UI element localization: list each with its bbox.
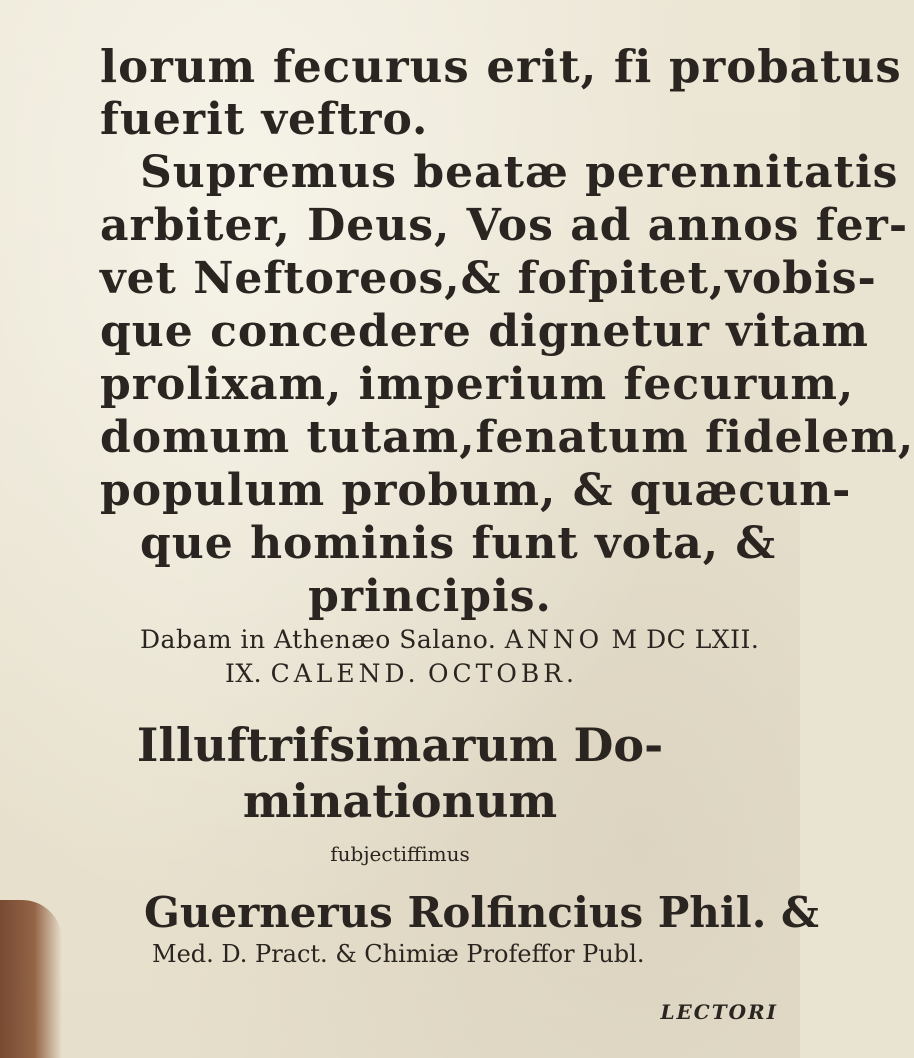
dateline-1	[100, 623, 790, 657]
closing-subject: fubjectiffimus	[330, 842, 470, 866]
dateline-month: OCTOBR.	[428, 659, 578, 688]
closing-line-2: minationum	[242, 774, 558, 828]
body-line-8: domum tutam,fenatum fidelem,	[100, 412, 914, 463]
paper-stain	[0, 900, 62, 1058]
closing-line-1: Illuftrifsimarum Do-	[136, 718, 664, 772]
dateline-calend: CALEND.	[270, 659, 420, 688]
author-name: Guernerus Rolfincius Phil. &	[144, 888, 819, 937]
body-line-10: que hominis funt vota, &	[140, 518, 777, 569]
body-line-11: principis.	[308, 571, 552, 622]
author-title: Med. D. Pract. & Chimiæ Profeffor Publ.	[152, 940, 645, 968]
dateline-2	[100, 657, 790, 691]
body-line-2: fuerit veftro.	[100, 94, 429, 145]
body-line-9: populum probum, & quæcun-	[100, 465, 852, 516]
catchword: LECTORI	[660, 1000, 778, 1024]
body-line-5: vet Neftoreos,& fofpitet,vobis-	[100, 253, 877, 304]
dateline-anno: ANNO	[504, 625, 604, 654]
body-line-1: lorum fecurus erit, fi probatus	[100, 40, 902, 93]
dateline-day: IX.	[225, 659, 263, 688]
body-line-6: que concedere dignetur vitam	[100, 306, 869, 357]
dateline-place: Dabam in Athenæo Salano.	[140, 625, 497, 654]
dateline-year: M DC LXII.	[611, 625, 760, 654]
text-block	[100, 40, 914, 969]
body-line-7: prolixam, imperium fecurum,	[100, 359, 855, 410]
body-line-3: Supremus beatæ perennitatis	[140, 147, 899, 198]
body-line-4: arbiter, Deus, Vos ad annos fer-	[100, 200, 909, 251]
